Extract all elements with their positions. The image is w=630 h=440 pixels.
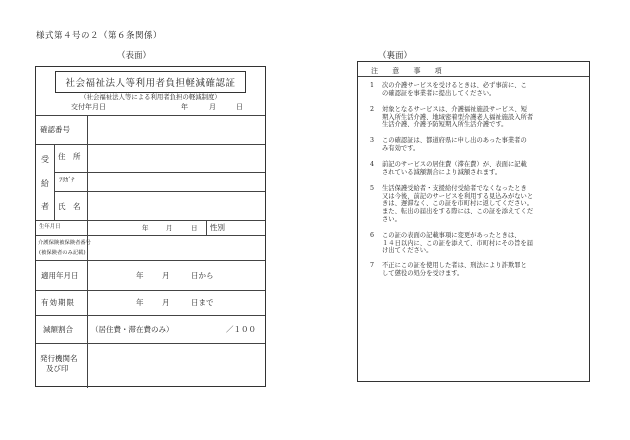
validity-label: 有効期限 [41, 298, 75, 307]
issuer-seal-label: 及び印 [46, 364, 69, 373]
birth-day-label: 日 [191, 224, 198, 232]
front-side-label: （表面） [117, 51, 152, 61]
card-title: 社会福祉法人等利用者負担軽減確認証 [65, 78, 236, 89]
back-card [357, 61, 590, 382]
note-item: 3 この確認証は、都道府県に申し出のあった事業者の み有効です。 [370, 137, 527, 152]
recipient-char-1: 受 [41, 155, 49, 164]
applicable-from-label: 日から [191, 271, 214, 280]
name-label: 氏 名 [58, 202, 81, 211]
birth-year-label: 年 [142, 224, 149, 232]
notes-title: 注 意 事 項 [371, 67, 448, 75]
birthdate-label: 生年月日 [39, 224, 61, 230]
gender-label: 性別 [210, 223, 225, 232]
issue-year-label: 年 [181, 103, 188, 111]
issuer-label: 発行機関名 [40, 354, 78, 363]
birth-month-label: 月 [166, 224, 173, 232]
card-subtitle: （社会福祉法人等による利用者負担の軽減制度） [80, 93, 221, 101]
issue-date-label: 交付年月日 [71, 103, 106, 111]
form-id: 様式第４号の２（第６条関係） [36, 31, 163, 41]
validity-year-label: 年 [136, 298, 144, 307]
validity-month-label: 月 [162, 298, 170, 307]
reduction-note: （居住費・滞在費のみ） [91, 325, 174, 334]
recipient-char-2: 給 [41, 179, 49, 188]
recipient-char-3: 者 [41, 202, 49, 211]
note-item: 6 この証の表面の記載事項に変更があったときは、 １４日以内に、この証を添えて、市町村にその旨を届 け出てください。 [370, 232, 533, 255]
front-card [35, 66, 266, 387]
applicable-date-label: 適用年月日 [41, 271, 79, 280]
note-item: 5 生活保護受給者・支援給付受給者でなくなったとき 又は今後、前記のサービスを利用する見込みがないと きは、遅滞なく、この証を市町村に返してください。 また、転出の届出をする際には、この証を添えてくだ さい。 [370, 185, 534, 223]
note-item: 7 不正にこの証を使用した者は、刑法により詐欺罪と して懲役の処分を受けます。 [370, 262, 527, 277]
issue-month-label: 月 [209, 103, 216, 111]
insured-number-label: 介護保険被保険者番号 [38, 240, 91, 246]
applicable-month-label: 月 [162, 271, 170, 280]
note-item: 1 次の介護サービスを受けるときは、必ず事前に、こ の確認証を事業者に提出してください。 [370, 82, 527, 97]
note-item: 4 前記のサービスの居住費（滞在費）が、表面に記載 されている減額割合により減額されます。 [370, 161, 527, 176]
address-label: 住 所 [58, 152, 81, 161]
insured-number-note: (被保険者のみ記載) [39, 250, 86, 256]
confirmation-number-label: 確認番号 [40, 125, 70, 134]
reduction-label: 減額割合 [43, 325, 73, 334]
note-item: 2 対象となるサービスは、介護福祉施設サービス、短 期入所生活介護、地域密着型介護老人福祉施設入所者 生活介護、介護予防短期入所生活介護です。 [370, 106, 534, 129]
applicable-year-label: 年 [136, 271, 144, 280]
back-side-label: （裏面） [378, 51, 413, 61]
title-box [55, 71, 246, 93]
reduction-ratio: ／１００ [226, 325, 256, 334]
validity-until-label: 日まで [191, 298, 214, 307]
issue-day-label: 日 [236, 103, 243, 111]
furigana-label: ﾌﾘｶﾞﾅ [59, 177, 75, 184]
